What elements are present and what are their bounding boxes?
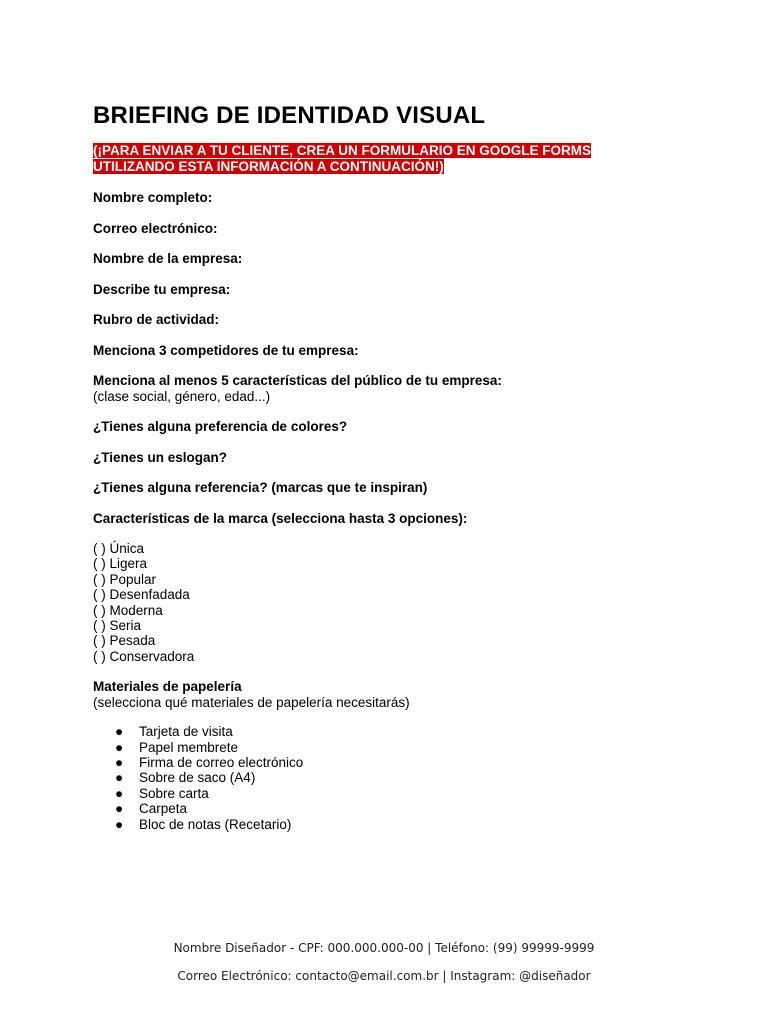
material-label: Tarjeta de visita (139, 724, 233, 740)
question-referencia: ¿Tienes alguna referencia? (marcas que te inspiran) (93, 480, 428, 495)
list-item (93, 770, 683, 785)
question-describe-empresa: Describe tu empresa: (93, 281, 231, 297)
list-item (93, 755, 683, 770)
footer-social-line: Correo Electrónico: contacto@email.com.br | Instagram: @diseñador (177, 969, 591, 983)
question-eslogan: ¿Tienes un eslogan? (93, 449, 228, 465)
question-rubro: Rubro de actividad: (93, 312, 220, 327)
brand-options-list (93, 541, 683, 664)
list-item (93, 786, 683, 801)
question-colores: ¿Tienes alguna preferencia de colores? (93, 419, 348, 434)
material-label: Carpeta (139, 801, 188, 817)
bullet-icon: ● (115, 770, 124, 786)
material-label: Bloc de notas (Recetario) (139, 816, 292, 832)
material-label: Papel membrete (139, 739, 239, 755)
bullet-icon: ● (115, 785, 124, 801)
question-publico: Menciona al menos 5 características del público de tu empresa: (93, 373, 502, 388)
question-correo: Correo electrónico: (93, 220, 218, 236)
brand-option: ( ) Popular (93, 571, 157, 587)
bullet-icon: ● (115, 724, 124, 740)
brand-option: ( ) Seria (93, 618, 142, 634)
question-competidores: Menciona 3 competidores de tu empresa: (93, 342, 359, 358)
material-label: Sobre de saco (A4) (139, 770, 256, 786)
footer-contact-line: Nombre Diseñador - CPF: 000.000.000-00 | Teléfono: (99) 99999-9999 (173, 941, 595, 955)
brand-option: ( ) Única (93, 541, 145, 556)
bullet-icon: ● (115, 816, 124, 832)
notice-block (93, 143, 633, 175)
question-nombre-completo: Nombre completo: (93, 190, 213, 205)
notice-highlight: (¡PARA ENVIAR A TU CLIENTE, CREA UN FORMULARIO EN GOOGLE FORMS UTILIZANDO ESTA INFORMACIÓN A CONTINUACIÓN!) (93, 143, 591, 174)
document-title: BRIEFING DE IDENTIDAD VISUAL (93, 102, 486, 129)
material-label: Sobre carta (139, 785, 209, 801)
list-item (93, 740, 683, 755)
material-label: Firma de correo electrónico (139, 755, 304, 771)
brand-option: ( ) Moderna (93, 602, 163, 618)
list-item (93, 724, 683, 739)
question-nombre-empresa: Nombre de la empresa: (93, 251, 243, 266)
list-item (93, 801, 683, 816)
brand-option: ( ) Pesada (93, 633, 156, 649)
materials-hint: (selecciona qué materiales de papelería necesitarás) (93, 694, 410, 710)
question-publico-hint: (clase social, género, edad...) (93, 388, 271, 404)
brand-option: ( ) Ligera (93, 556, 148, 572)
list-item (93, 817, 683, 832)
bullet-icon: ● (115, 755, 124, 771)
brand-option: ( ) Desenfadada (93, 587, 190, 603)
brand-option: ( ) Conservadora (93, 648, 195, 664)
materials-list (93, 724, 683, 832)
materials-title: Materiales de papelería (93, 679, 242, 695)
document-page (93, 100, 683, 832)
question-list (93, 190, 683, 526)
bullet-icon: ● (115, 739, 124, 755)
question-caracteristicas: Características de la marca (selecciona hasta 3 opciones): (93, 510, 468, 526)
bullet-icon: ● (115, 801, 124, 817)
